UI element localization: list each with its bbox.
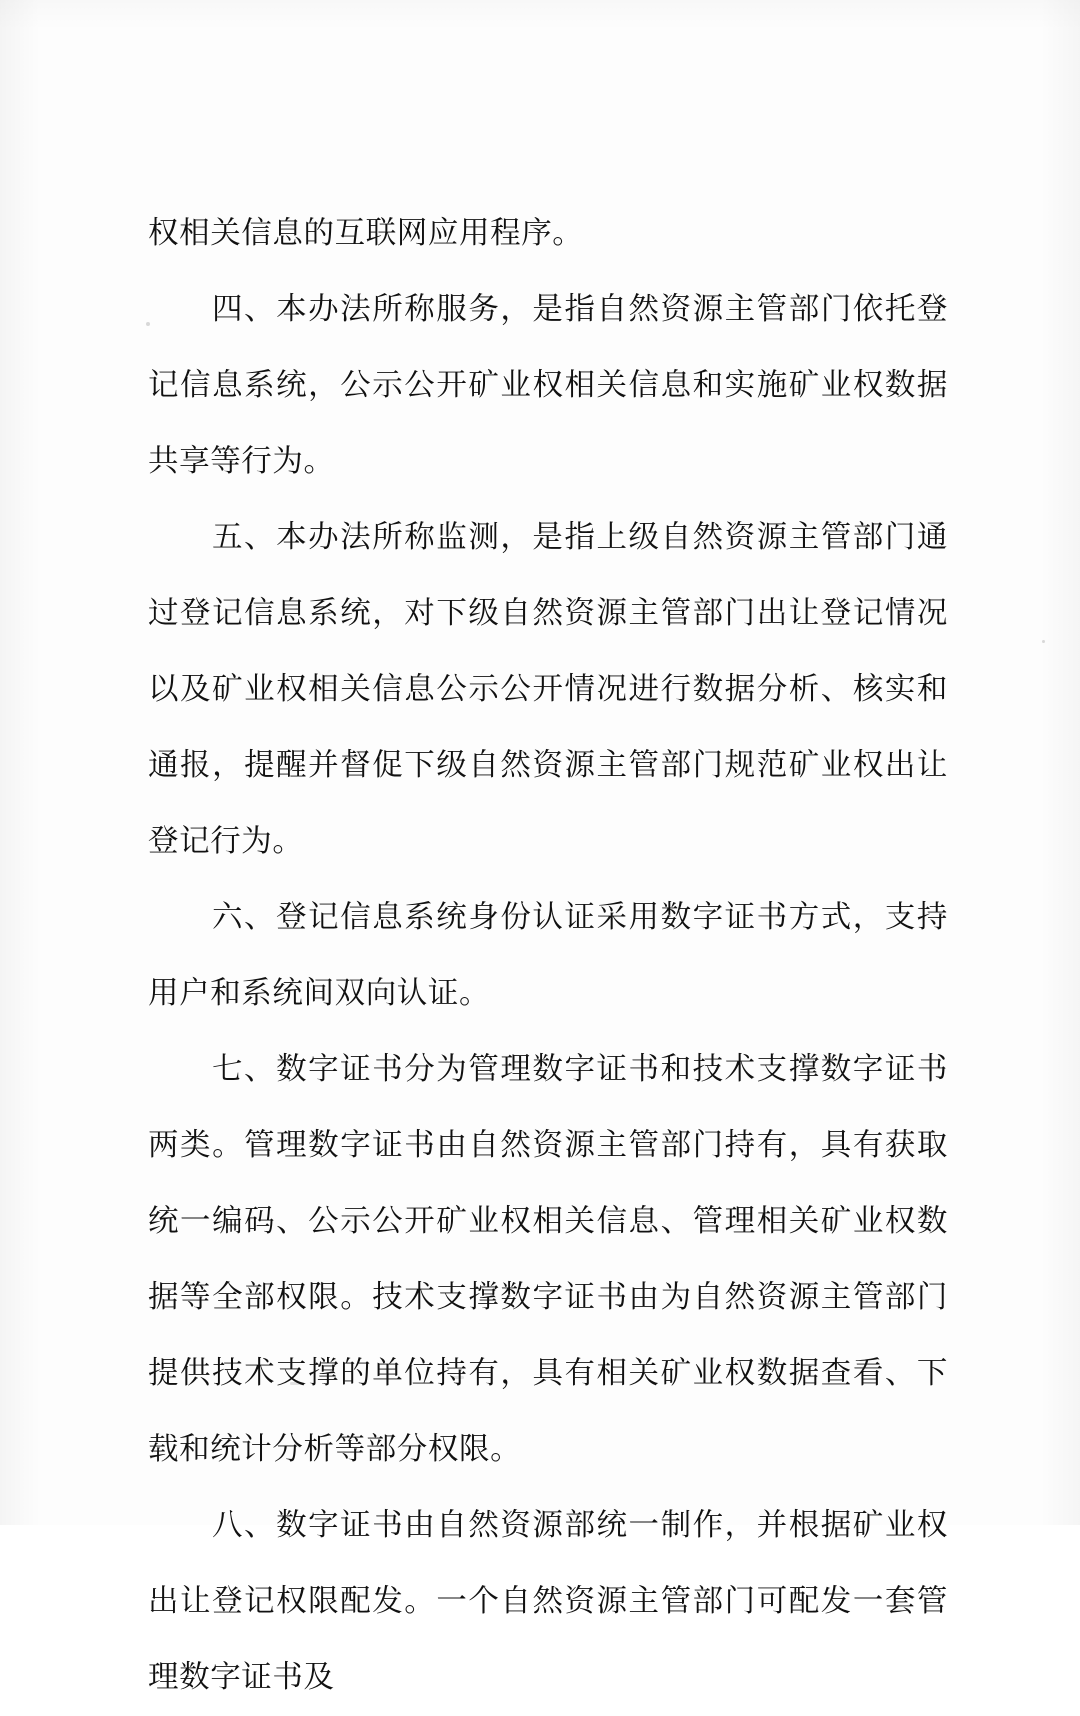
paragraph-article-4: 四、本办法所称服务，是指自然资源主管部门依托登记信息系统，公示公开矿业权相关信息和实施矿业权数据共享等行为。 <box>148 292 948 479</box>
paragraph-continued: 权相关信息的互联网应用程序。 <box>148 216 584 251</box>
document-body <box>148 196 948 1716</box>
paragraph-article-8: 八、数字证书由自然资源部统一制作，并根据矿业权出让登记权限配发。一个自然资源主管部门可配发一套管理数字证书及 <box>148 1508 948 1695</box>
scan-artifact-speck <box>1042 640 1045 643</box>
paragraph-article-6: 六、登记信息系统身份认证采用数字证书方式，支持用户和系统间双向认证。 <box>148 900 948 1011</box>
paragraph-article-5: 五、本办法所称监测，是指上级自然资源主管部门通过登记信息系统，对下级自然资源主管部门出让登记情况以及矿业权相关信息公示公开情况进行数据分析、核实和通报，提醒并督促下级自然资源主管部门规范矿业权出让登记行为。 <box>148 520 948 859</box>
paragraph-article-7: 七、数字证书分为管理数字证书和技术支撑数字证书两类。管理数字证书由自然资源主管部门持有，具有获取统一编码、公示公开矿业权相关信息、管理相关矿业权数据等全部权限。技术支撑数字证书由为自然资源主管部门提供技术支撑的单位持有，具有相关矿业权数据查看、下载和统计分析等部分权限。 <box>148 1052 948 1467</box>
